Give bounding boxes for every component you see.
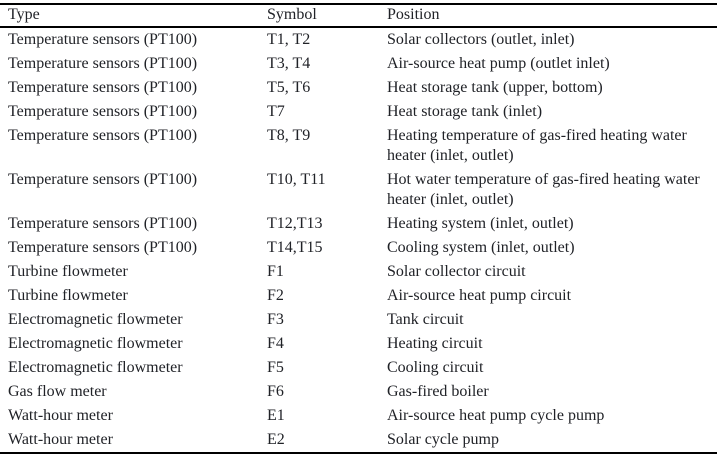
table-cell: Heating circuit	[387, 335, 483, 352]
table-cell: T7	[267, 103, 285, 120]
table-cell: T12,T13	[267, 215, 323, 232]
table-row	[0, 332, 717, 356]
table-cell: Solar collectors (outlet, inlet)	[387, 31, 575, 48]
table-row	[0, 404, 717, 428]
table-row	[0, 236, 717, 260]
table-cell: T1, T2	[267, 31, 311, 48]
table-cell: Temperature sensors (PT100)	[8, 31, 198, 48]
table-row	[0, 76, 717, 100]
table-cell: Temperature sensors (PT100)	[8, 103, 198, 120]
table-row	[0, 308, 717, 332]
table-row	[0, 100, 717, 124]
table-row	[0, 260, 717, 284]
table-cell: Air-source heat pump circuit	[387, 287, 572, 304]
table-cell: Temperature sensors (PT100)	[8, 215, 198, 232]
table-cell: T10, T11	[267, 171, 326, 188]
table-cell: Solar collector circuit	[387, 263, 526, 280]
table-cell: Cooling system (inlet, outlet)	[387, 239, 575, 256]
table-cell: Watt-hour meter	[8, 407, 113, 424]
table-row	[0, 356, 717, 380]
table-cell: Turbine flowmeter	[8, 263, 128, 280]
table-row	[0, 428, 717, 453]
table-cell: Air-source heat pump cycle pump	[387, 407, 605, 424]
table-header	[0, 4, 717, 27]
sensors-table	[0, 3, 717, 454]
table-cell: Watt-hour meter	[8, 431, 113, 448]
table-row	[0, 168, 717, 212]
table-cell: F6	[267, 383, 284, 400]
table-cell: Air-source heat pump (outlet inlet)	[387, 55, 610, 72]
table-row	[0, 27, 717, 52]
column-header-type: Type	[0, 4, 267, 27]
table-cell: Gas flow meter	[8, 383, 107, 400]
table-cell: F2	[267, 287, 284, 304]
table-cell: T3, T4	[267, 55, 311, 72]
table-cell: Electromagnetic flowmeter	[8, 335, 183, 352]
table-row	[0, 52, 717, 76]
column-header-symbol: Symbol	[267, 4, 387, 27]
table-cell: Heating system (inlet, outlet)	[387, 215, 574, 232]
table-cell: F1	[267, 263, 284, 280]
table-cell: F4	[267, 335, 284, 352]
table-cell: Temperature sensors (PT100)	[8, 171, 198, 188]
table-cell: Temperature sensors (PT100)	[8, 127, 198, 144]
table-cell: Heat storage tank (inlet)	[387, 103, 543, 120]
table-cell: Heating temperature of gas-fired heating water heater (inlet, outlet)	[387, 127, 687, 164]
table-row	[0, 380, 717, 404]
table-cell: Electromagnetic flowmeter	[8, 311, 183, 328]
table-cell: T5, T6	[267, 79, 311, 96]
table-cell: Electromagnetic flowmeter	[8, 359, 183, 376]
table-cell: T14,T15	[267, 239, 323, 256]
table-cell: Solar cycle pump	[387, 431, 499, 448]
table-cell: Temperature sensors (PT100)	[8, 239, 198, 256]
table-cell: Temperature sensors (PT100)	[8, 79, 198, 96]
table-cell: Turbine flowmeter	[8, 287, 128, 304]
table-cell: Hot water temperature of gas-fired heating water heater (inlet, outlet)	[387, 171, 700, 208]
table-cell: F5	[267, 359, 284, 376]
table-cell: E2	[267, 431, 285, 448]
table-cell: Tank circuit	[387, 311, 464, 328]
table-cell: Cooling circuit	[387, 359, 484, 376]
table-row	[0, 284, 717, 308]
table-cell: Gas-fired boiler	[387, 383, 489, 400]
table-row	[0, 124, 717, 168]
table-header-row	[0, 4, 717, 27]
table-cell: Temperature sensors (PT100)	[8, 55, 198, 72]
table-cell: E1	[267, 407, 285, 424]
column-header-position: Position	[387, 4, 717, 27]
table-body	[0, 27, 717, 453]
table-row	[0, 212, 717, 236]
table-cell: T8, T9	[267, 127, 311, 144]
table-cell: Heat storage tank (upper, bottom)	[387, 79, 603, 96]
table-cell: F3	[267, 311, 284, 328]
